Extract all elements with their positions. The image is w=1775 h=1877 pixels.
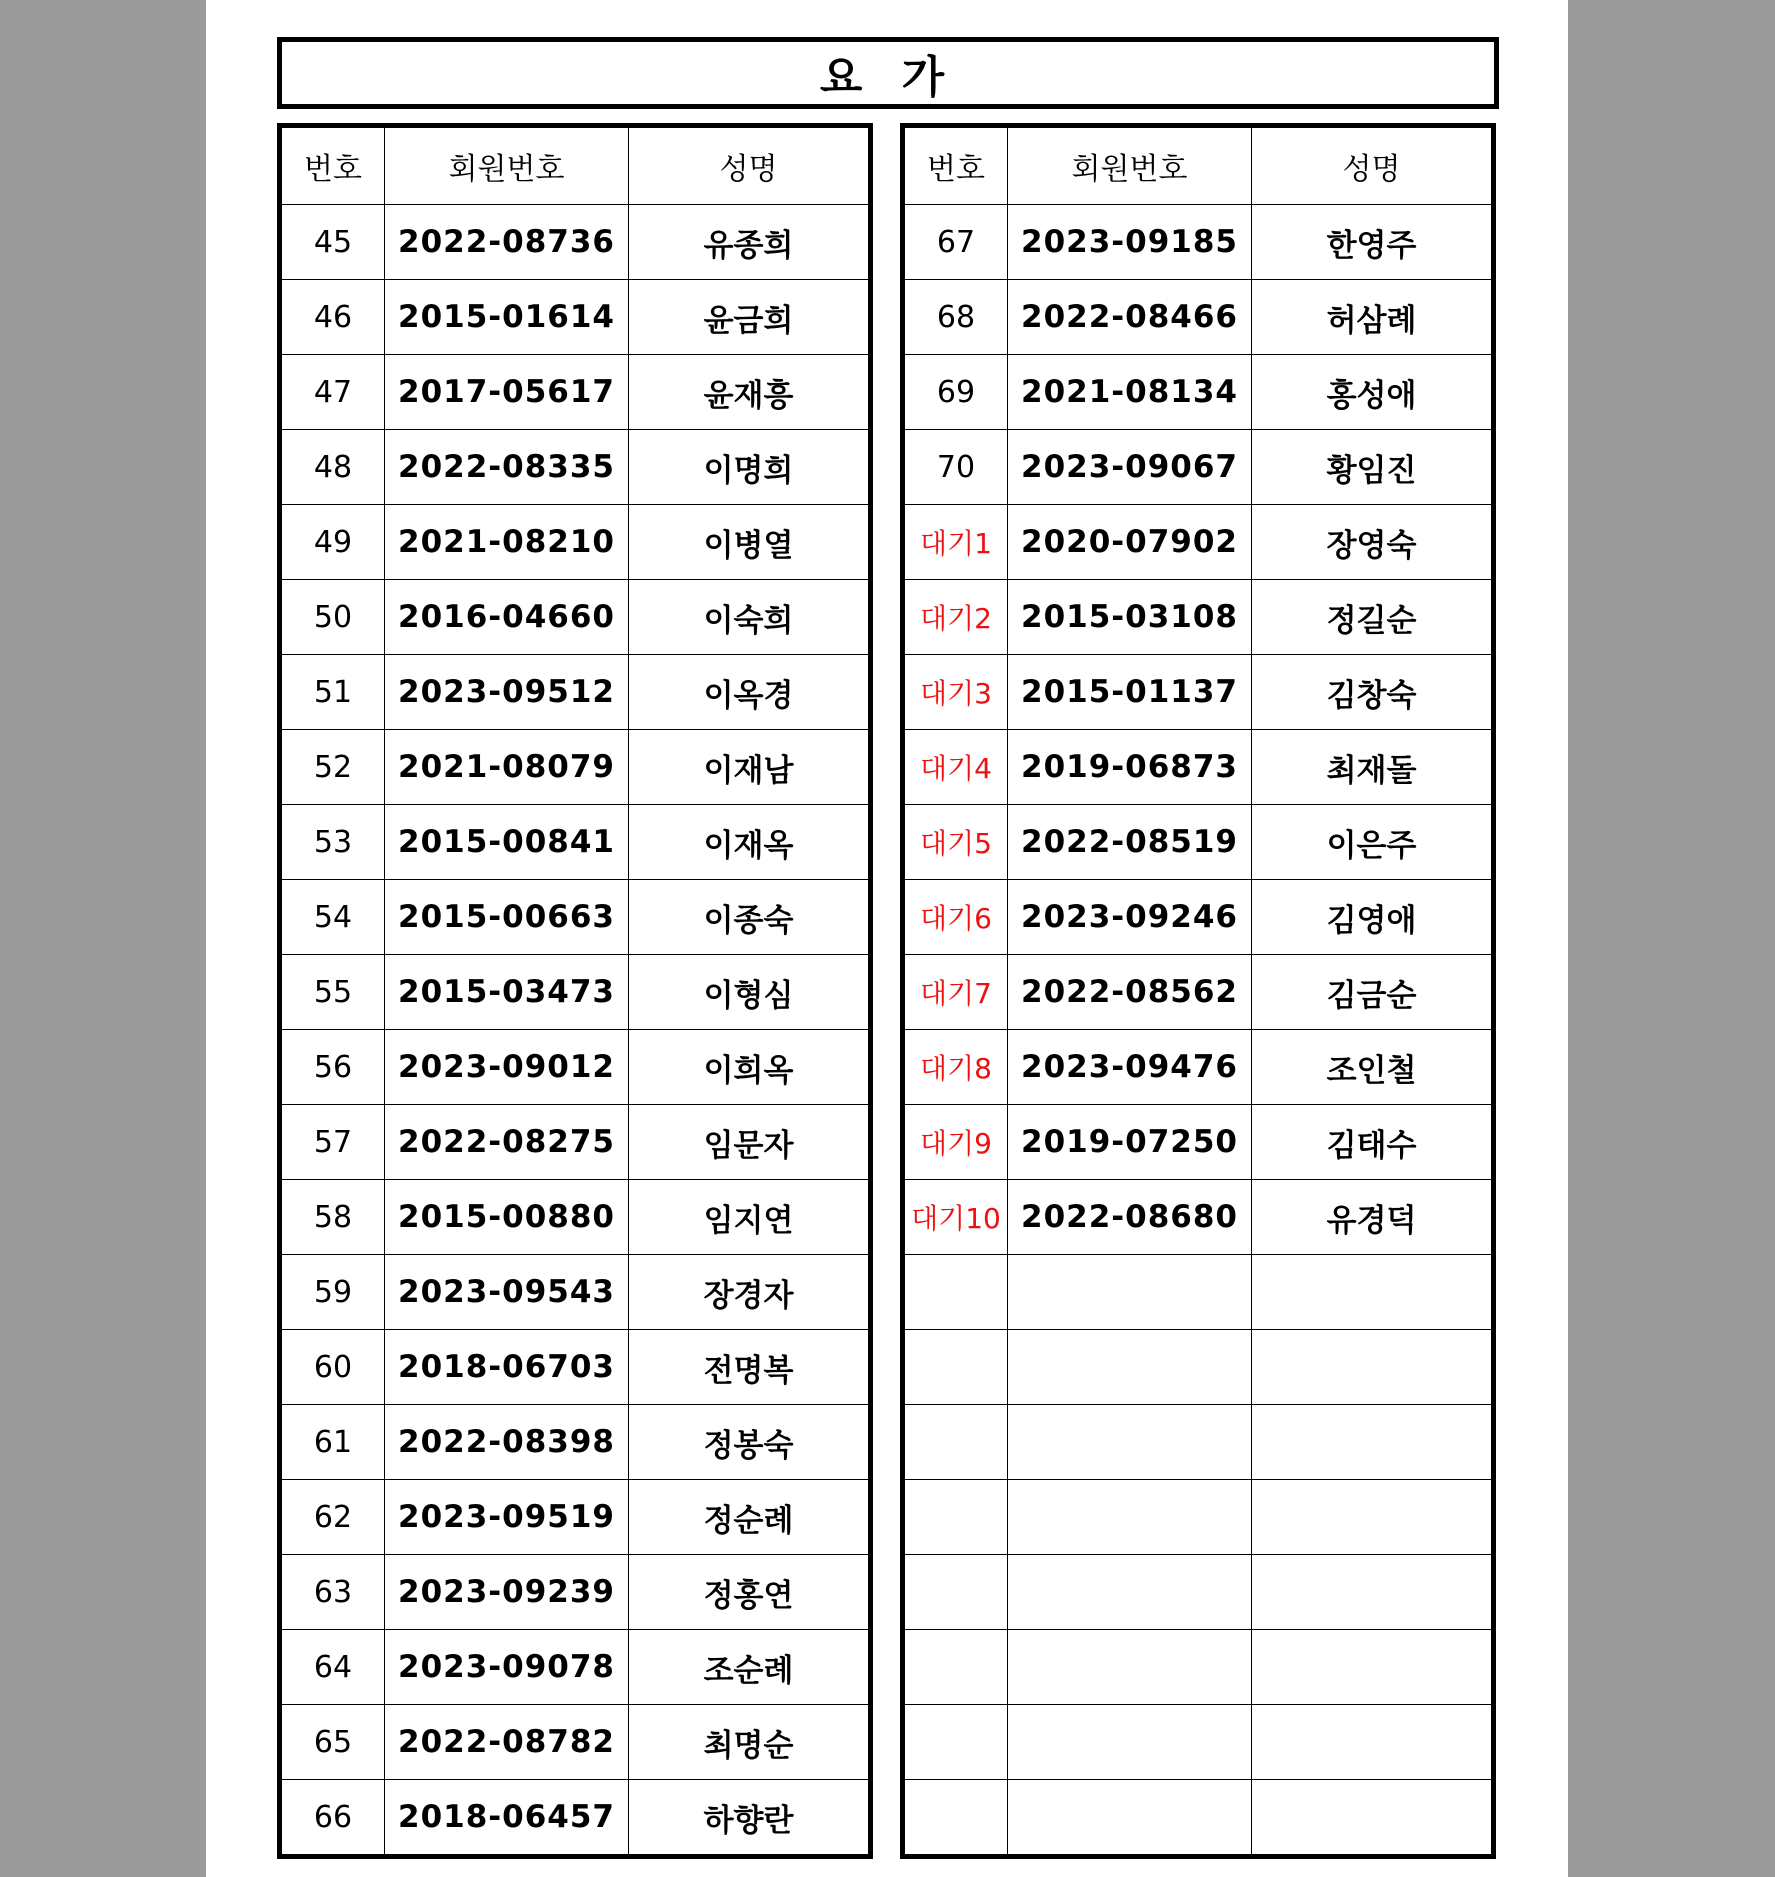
cell-number: 54 — [280, 880, 385, 955]
cell-name: 이숙희 — [629, 580, 871, 655]
cell-number: 61 — [280, 1405, 385, 1480]
cell-number — [903, 1405, 1008, 1480]
cell-member-id: 2018-06457 — [385, 1780, 629, 1857]
cell-member-id — [1008, 1255, 1252, 1330]
cell-name: 이병열 — [629, 505, 871, 580]
cell-name: 이재옥 — [629, 805, 871, 880]
cell-name — [1252, 1330, 1494, 1405]
cell-member-id: 2022-08782 — [385, 1705, 629, 1780]
cell-number: 46 — [280, 280, 385, 355]
cell-name: 허삼례 — [1252, 280, 1494, 355]
table-row — [280, 205, 871, 280]
cell-member-id — [1008, 1480, 1252, 1555]
cell-member-id: 2022-08275 — [385, 1105, 629, 1180]
table-row — [903, 805, 1494, 880]
cell-member-id: 2015-03108 — [1008, 580, 1252, 655]
page-title: 요 가 — [819, 52, 957, 103]
table-row — [903, 580, 1494, 655]
cell-member-id: 2015-01137 — [1008, 655, 1252, 730]
cell-name: 조인철 — [1252, 1030, 1494, 1105]
cell-number: 63 — [280, 1555, 385, 1630]
cell-name: 유경덕 — [1252, 1180, 1494, 1255]
cell-name: 최재돌 — [1252, 730, 1494, 805]
cell-number: 67 — [903, 205, 1008, 280]
document-page — [206, 0, 1568, 1877]
table-row — [903, 1255, 1494, 1330]
table-row — [280, 1105, 871, 1180]
table-row — [903, 355, 1494, 430]
table-row — [903, 1555, 1494, 1630]
table-row — [280, 1405, 871, 1480]
table-row — [280, 505, 871, 580]
cell-member-id: 2023-09476 — [1008, 1030, 1252, 1105]
cell-number: 55 — [280, 955, 385, 1030]
cell-name: 정순례 — [629, 1480, 871, 1555]
cell-member-id: 2015-00663 — [385, 880, 629, 955]
table-row — [903, 1630, 1494, 1705]
cell-member-id — [1008, 1780, 1252, 1857]
header-number: 번호 — [280, 126, 385, 205]
cell-number: 66 — [280, 1780, 385, 1857]
cell-member-id: 2015-00880 — [385, 1180, 629, 1255]
cell-number — [903, 1555, 1008, 1630]
table-row — [280, 1630, 871, 1705]
cell-name: 윤금희 — [629, 280, 871, 355]
cell-number — [903, 1255, 1008, 1330]
table-row — [280, 655, 871, 730]
table-row — [280, 1330, 871, 1405]
cell-member-id: 2023-09012 — [385, 1030, 629, 1105]
table-row — [280, 880, 871, 955]
cell-number: 대기1 — [903, 505, 1008, 580]
table-row — [280, 1030, 871, 1105]
header-member-id: 회원번호 — [1008, 126, 1252, 205]
cell-name: 이재남 — [629, 730, 871, 805]
table-row — [280, 1780, 871, 1857]
cell-member-id: 2023-09078 — [385, 1630, 629, 1705]
cell-name: 이형심 — [629, 955, 871, 1030]
roster-table-left — [277, 123, 873, 1859]
cell-number: 65 — [280, 1705, 385, 1780]
cell-number — [903, 1330, 1008, 1405]
cell-name — [1252, 1480, 1494, 1555]
table-row — [903, 1705, 1494, 1780]
cell-member-id: 2015-00841 — [385, 805, 629, 880]
cell-number: 57 — [280, 1105, 385, 1180]
cell-name — [1252, 1780, 1494, 1857]
table-row — [280, 1480, 871, 1555]
cell-number: 50 — [280, 580, 385, 655]
cell-name: 이옥경 — [629, 655, 871, 730]
cell-name: 장영숙 — [1252, 505, 1494, 580]
cell-name: 정길순 — [1252, 580, 1494, 655]
cell-number: 53 — [280, 805, 385, 880]
table-row — [280, 1180, 871, 1255]
table-row — [280, 955, 871, 1030]
cell-member-id — [1008, 1630, 1252, 1705]
header-number: 번호 — [903, 126, 1008, 205]
cell-number: 59 — [280, 1255, 385, 1330]
cell-name: 정홍연 — [629, 1555, 871, 1630]
cell-member-id: 2023-09185 — [1008, 205, 1252, 280]
cell-member-id — [1008, 1330, 1252, 1405]
table-row — [903, 280, 1494, 355]
cell-number: 68 — [903, 280, 1008, 355]
cell-name: 김영애 — [1252, 880, 1494, 955]
cell-number: 48 — [280, 430, 385, 505]
cell-name — [1252, 1630, 1494, 1705]
cell-member-id: 2023-09067 — [1008, 430, 1252, 505]
table-row — [280, 355, 871, 430]
cell-number: 62 — [280, 1480, 385, 1555]
header-row — [903, 126, 1494, 205]
cell-member-id: 2022-08466 — [1008, 280, 1252, 355]
table-row — [903, 430, 1494, 505]
cell-member-id: 2019-07250 — [1008, 1105, 1252, 1180]
table-row — [280, 430, 871, 505]
cell-name: 김금순 — [1252, 955, 1494, 1030]
cell-number: 52 — [280, 730, 385, 805]
cell-member-id: 2022-08562 — [1008, 955, 1252, 1030]
cell-member-id: 2023-09239 — [385, 1555, 629, 1630]
cell-name — [1252, 1405, 1494, 1480]
cell-number: 대기9 — [903, 1105, 1008, 1180]
header-member-id: 회원번호 — [385, 126, 629, 205]
cell-member-id: 2023-09519 — [385, 1480, 629, 1555]
cell-name: 김창숙 — [1252, 655, 1494, 730]
cell-member-id: 2022-08335 — [385, 430, 629, 505]
cell-member-id: 2022-08398 — [385, 1405, 629, 1480]
table-row — [903, 1180, 1494, 1255]
cell-member-id — [1008, 1555, 1252, 1630]
cell-name: 윤재흥 — [629, 355, 871, 430]
cell-name: 임지연 — [629, 1180, 871, 1255]
cell-member-id: 2023-09246 — [1008, 880, 1252, 955]
table-row — [903, 205, 1494, 280]
cell-name: 한영주 — [1252, 205, 1494, 280]
table-row — [903, 655, 1494, 730]
cell-member-id: 2017-05617 — [385, 355, 629, 430]
cell-name — [1252, 1555, 1494, 1630]
cell-number: 대기6 — [903, 880, 1008, 955]
cell-name: 이은주 — [1252, 805, 1494, 880]
cell-number: 47 — [280, 355, 385, 430]
table-row — [903, 1780, 1494, 1857]
cell-name: 임문자 — [629, 1105, 871, 1180]
cell-member-id: 2019-06873 — [1008, 730, 1252, 805]
cell-number: 대기10 — [903, 1180, 1008, 1255]
table-row — [903, 880, 1494, 955]
table-row — [280, 1705, 871, 1780]
cell-name: 최명순 — [629, 1705, 871, 1780]
table-row — [280, 280, 871, 355]
cell-number: 56 — [280, 1030, 385, 1105]
cell-name: 유종희 — [629, 205, 871, 280]
cell-number: 대기7 — [903, 955, 1008, 1030]
header-name: 성명 — [1252, 126, 1494, 205]
cell-member-id: 2021-08134 — [1008, 355, 1252, 430]
cell-member-id: 2018-06703 — [385, 1330, 629, 1405]
cell-name: 홍성애 — [1252, 355, 1494, 430]
cell-member-id: 2021-08079 — [385, 730, 629, 805]
cell-name — [1252, 1705, 1494, 1780]
cell-number: 60 — [280, 1330, 385, 1405]
cell-name: 이희옥 — [629, 1030, 871, 1105]
cell-member-id: 2023-09543 — [385, 1255, 629, 1330]
cell-member-id: 2023-09512 — [385, 655, 629, 730]
cell-number: 51 — [280, 655, 385, 730]
cell-number — [903, 1705, 1008, 1780]
cell-name: 전명복 — [629, 1330, 871, 1405]
cell-number: 70 — [903, 430, 1008, 505]
cell-name: 하향란 — [629, 1780, 871, 1857]
table-row — [903, 1405, 1494, 1480]
cell-number: 대기8 — [903, 1030, 1008, 1105]
cell-number: 69 — [903, 355, 1008, 430]
cell-number — [903, 1630, 1008, 1705]
table-row — [280, 1555, 871, 1630]
cell-number: 대기4 — [903, 730, 1008, 805]
cell-member-id: 2020-07902 — [1008, 505, 1252, 580]
cell-member-id: 2021-08210 — [385, 505, 629, 580]
cell-number: 49 — [280, 505, 385, 580]
table-row — [903, 505, 1494, 580]
cell-number: 64 — [280, 1630, 385, 1705]
cell-member-id: 2016-04660 — [385, 580, 629, 655]
cell-name: 김태수 — [1252, 1105, 1494, 1180]
cell-name: 이명희 — [629, 430, 871, 505]
table-row — [903, 730, 1494, 805]
cell-name — [1252, 1255, 1494, 1330]
cell-number: 대기5 — [903, 805, 1008, 880]
table-row — [903, 1105, 1494, 1180]
cell-name: 장경자 — [629, 1255, 871, 1330]
cell-number — [903, 1480, 1008, 1555]
table-row — [280, 580, 871, 655]
cell-name: 정봉숙 — [629, 1405, 871, 1480]
cell-number: 58 — [280, 1180, 385, 1255]
table-row — [280, 1255, 871, 1330]
cell-number — [903, 1780, 1008, 1857]
cell-number: 대기2 — [903, 580, 1008, 655]
table-row — [280, 730, 871, 805]
table-row — [903, 1030, 1494, 1105]
cell-name: 황임진 — [1252, 430, 1494, 505]
roster-table-right — [900, 123, 1496, 1859]
cell-member-id — [1008, 1705, 1252, 1780]
table-row — [903, 1480, 1494, 1555]
cell-member-id: 2015-01614 — [385, 280, 629, 355]
cell-member-id: 2022-08519 — [1008, 805, 1252, 880]
table-row — [280, 805, 871, 880]
cell-member-id: 2022-08680 — [1008, 1180, 1252, 1255]
table-row — [903, 1330, 1494, 1405]
cell-number: 45 — [280, 205, 385, 280]
header-name: 성명 — [629, 126, 871, 205]
cell-member-id — [1008, 1405, 1252, 1480]
table-row — [903, 955, 1494, 1030]
cell-number: 대기3 — [903, 655, 1008, 730]
cell-member-id: 2015-03473 — [385, 955, 629, 1030]
header-row — [280, 126, 871, 205]
title-box — [277, 37, 1499, 109]
cell-name: 이종숙 — [629, 880, 871, 955]
cell-member-id: 2022-08736 — [385, 205, 629, 280]
cell-name: 조순례 — [629, 1630, 871, 1705]
